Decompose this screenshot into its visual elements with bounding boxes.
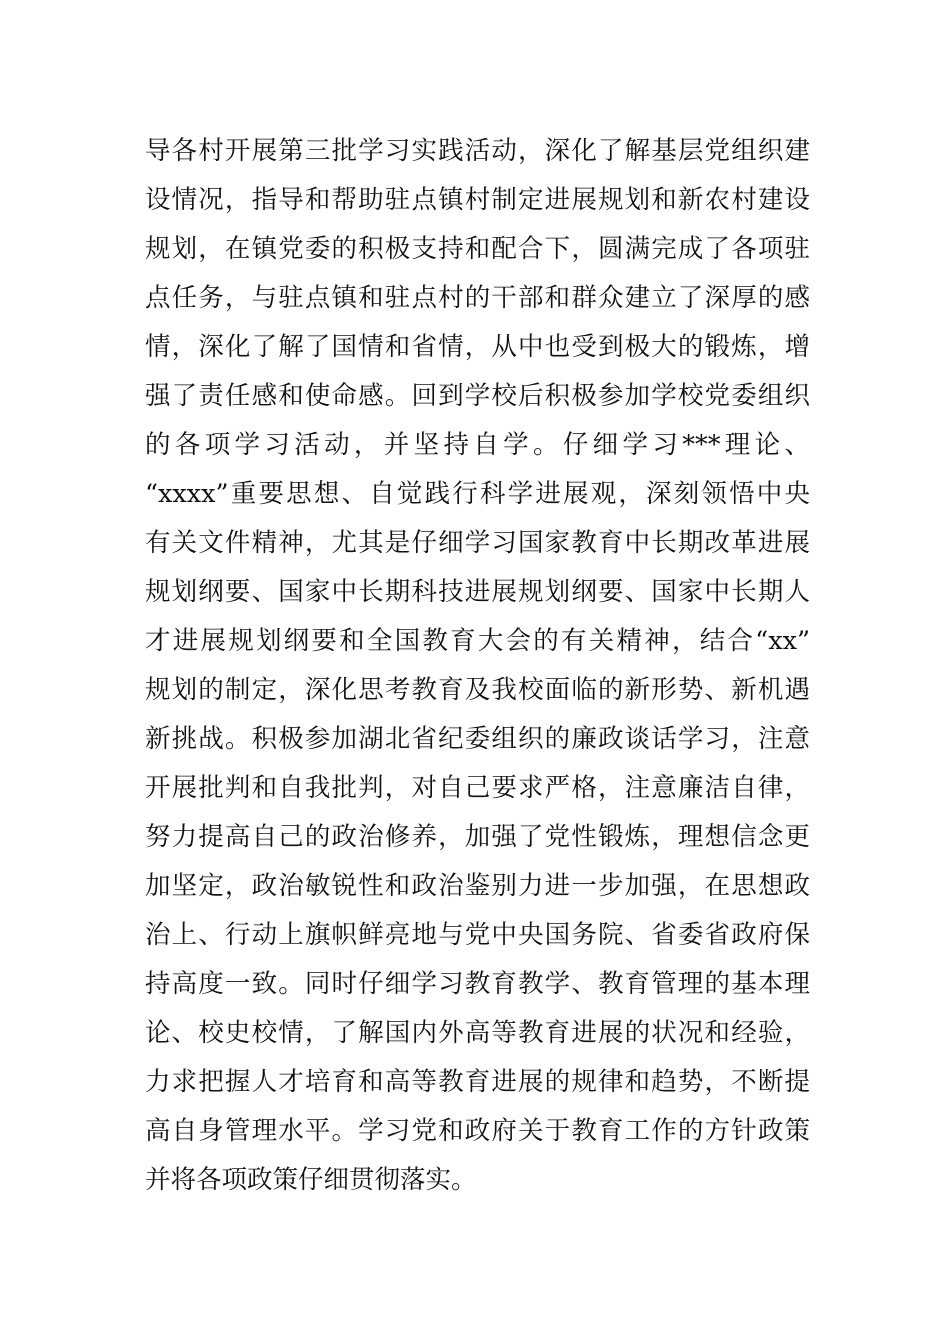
text-line: 高自身管理水平。学习党和政府关于教育工作的方针政策 <box>145 1116 810 1146</box>
text-line: 努力提高自己的政治修养，加强了党性锻炼，理想信念更 <box>145 822 810 852</box>
text-line: 情，深化了解了国情和省情，从中也受到极大的锻炼，增 <box>145 332 810 362</box>
text-line: 规划纲要、国家中长期科技进展规划纲要、国家中长期人 <box>145 577 810 607</box>
text-line: 的各项学习活动，并坚持自学。仔细学习***理论、 <box>145 430 810 460</box>
text-line: 有关文件精神，尤其是仔细学习国家教育中长期改革进展 <box>145 528 810 558</box>
text-line: 规划的制定，深化思考教育及我校面临的新形势、新机遇 <box>145 675 810 705</box>
text-line: 持高度一致。同时仔细学习教育教学、教育管理的基本理 <box>145 969 810 999</box>
text-line: “xxxx”重要思想、自觉践行科学进展观，深刻领悟中央 <box>145 479 810 509</box>
text-line: 才进展规划纲要和全国教育大会的有关精神，结合“xx” <box>145 626 810 656</box>
body-paragraph <box>145 127 810 1205</box>
text-line: 导各村开展第三批学习实践活动，深化了解基层党组织建 <box>145 136 810 166</box>
text-line: 治上、行动上旗帜鲜亮地与党中央国务院、省委省政府保 <box>145 920 810 950</box>
text-line: 规划，在镇党委的积极支持和配合下，圆满完成了各项驻 <box>145 234 810 264</box>
text-line: 开展批判和自我批判，对自己要求严格，注意廉洁自律， <box>145 773 810 803</box>
text-line: 新挑战。积极参加湖北省纪委组织的廉政谈话学习，注意 <box>145 724 810 754</box>
text-line-last: 并将各项政策仔细贯彻落实。 <box>145 1165 477 1195</box>
text-line: 加坚定，政治敏锐性和政治鉴别力进一步加强，在思想政 <box>145 871 810 901</box>
text-line: 强了责任感和使命感。回到学校后积极参加学校党委组织 <box>145 381 810 411</box>
text-line: 力求把握人才培育和高等教育进展的规律和趋势，不断提 <box>145 1067 810 1097</box>
text-line: 论、校史校情，了解国内外高等教育进展的状况和经验， <box>145 1018 810 1048</box>
text-line: 设情况，指导和帮助驻点镇村制定进展规划和新农村建设 <box>145 185 810 215</box>
text-line: 点任务，与驻点镇和驻点村的干部和群众建立了深厚的感 <box>145 283 810 313</box>
